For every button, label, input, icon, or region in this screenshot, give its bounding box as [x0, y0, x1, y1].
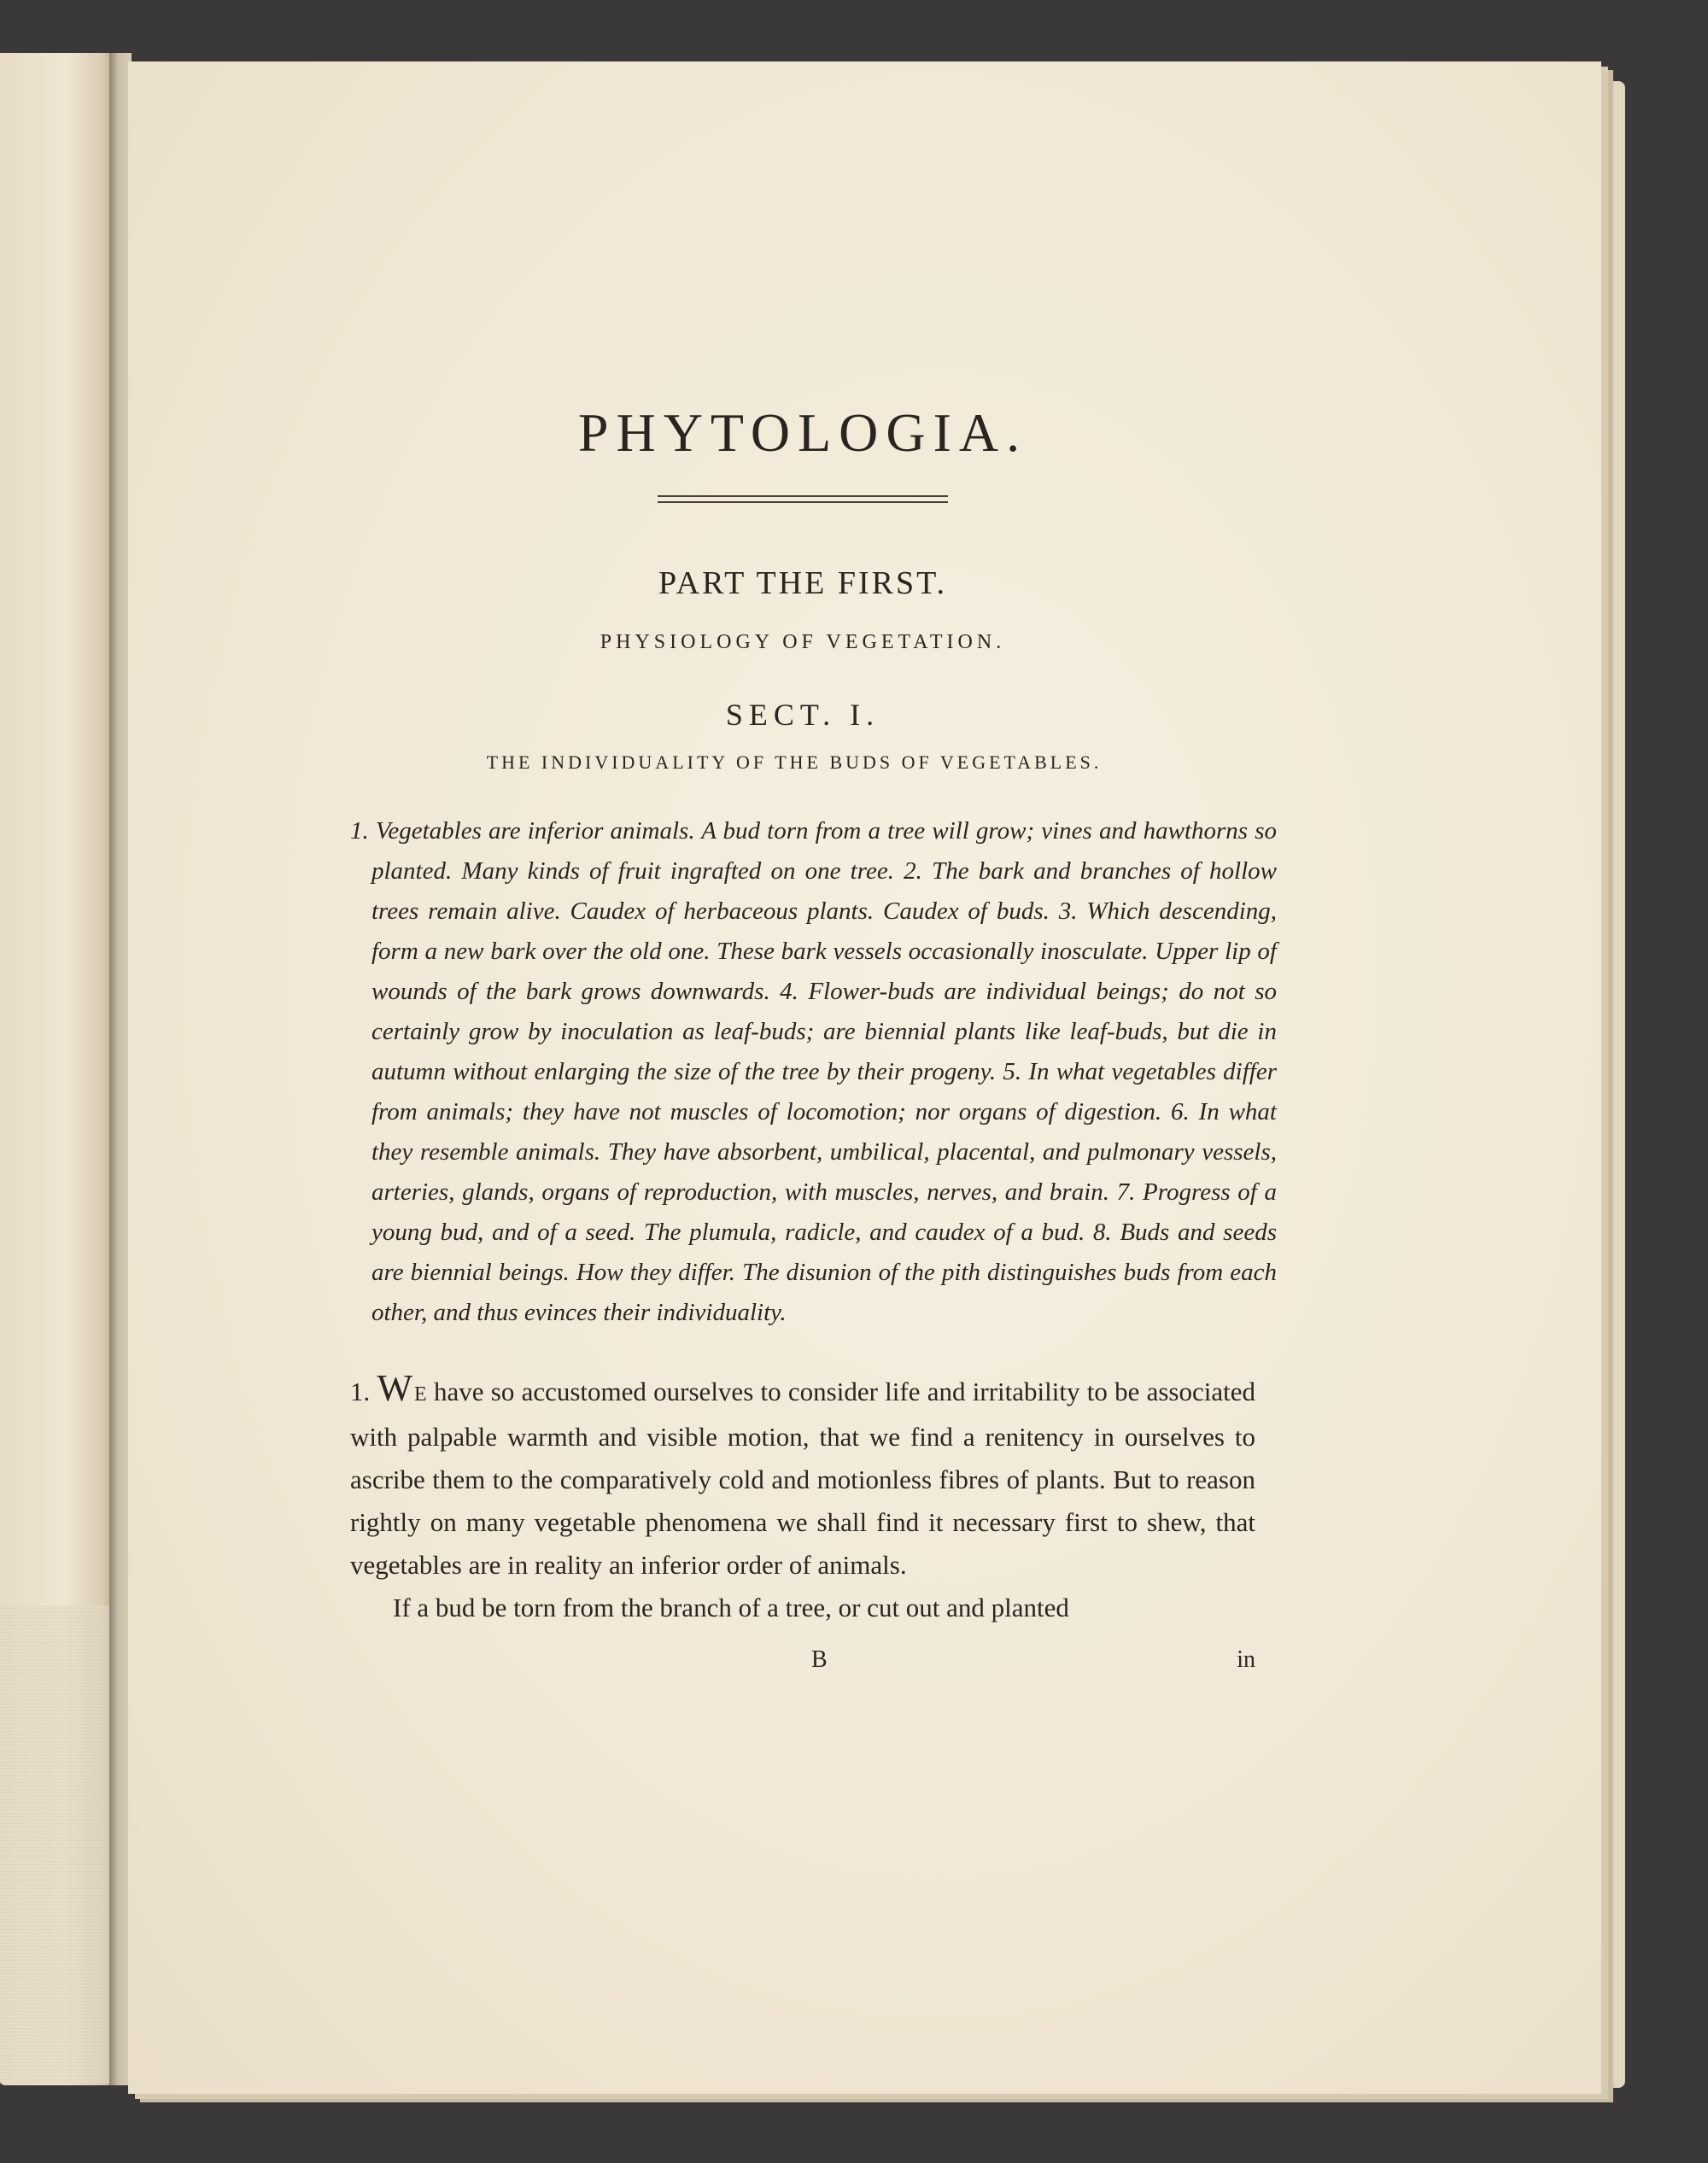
- paragraph-number: 1.: [350, 1377, 371, 1406]
- part-heading: PART THE FIRST.: [658, 565, 947, 601]
- paragraph-1: [350, 1367, 1255, 1587]
- title-rule-inner: [658, 501, 948, 503]
- book-title: PHYTOLOGIA.: [577, 402, 1028, 463]
- drop-cap: W: [377, 1367, 415, 1409]
- signature-mark: B: [811, 1646, 828, 1673]
- paragraph-1-text: have so accustomed ourselves to consider life and irritability to be associated with palpable warmth and visible motion, that we find a renitency in ourselves to ascribe them to the comparatively cold and motionless fibres of plants. But to reason rightly on many vegetable phenomena we shall find it necessary first to shew, that vegetables are in reality an inferior order of animals.: [350, 1377, 1255, 1580]
- page-edges: [1601, 81, 1625, 2088]
- section-summary: 1. Vegetables are inferior animals. A bud torn from a tree will grow; vines and hawthorns so planted. Many kinds of fruit ingrafted on one tree. 2. The bark and branches of hollow trees remain alive. Caudex of herbaceous plants. Caudex of buds. 3. Which descending, form a new bark over the old one. These bark vessels occasionally inosculate. Upper lip of wounds of the bark grows downwards. 4. Flower-buds are individual beings; do not so certainly grow by inoculation as leaf-buds; are biennial plants like leaf-buds, but die in autumn without enlarging the size of the tree by their progeny. 5. In what vegetables differ from animals; they have not muscles of locomotion; nor organs of digestion. 6. In what they resemble animals. They have absorbent, umbilical, placental, and pulmonary vessels, arteries, glands, organs of reproduction, with muscles, nerves, and brain. 7. Progress of a young bud, and of a seed. The plumula, radicle, and caudex of a bud. 8. Buds and seeds are biennial beings. How they differ. The disunion of the pith distinguishes buds from each other, and thus evinces their individuality.: [350, 817, 1277, 1326]
- left-page-edges: [0, 1605, 111, 2084]
- paragraph-2: If a bud be torn from the branch of a tree, or cut out and planted: [393, 1593, 1069, 1622]
- section-subtitle: THE INDIVIDUALITY OF THE BUDS OF VEGETABLES.: [486, 751, 1103, 773]
- section-heading: SECT. I.: [725, 698, 880, 732]
- page-content: [256, 401, 1277, 1629]
- part-subheading: PHYSIOLOGY OF VEGETATION.: [600, 631, 1006, 653]
- body-text: [350, 1367, 1255, 1629]
- title-double-rule: [658, 495, 948, 503]
- catchword: in: [1237, 1646, 1255, 1673]
- small-cap: E: [414, 1383, 427, 1406]
